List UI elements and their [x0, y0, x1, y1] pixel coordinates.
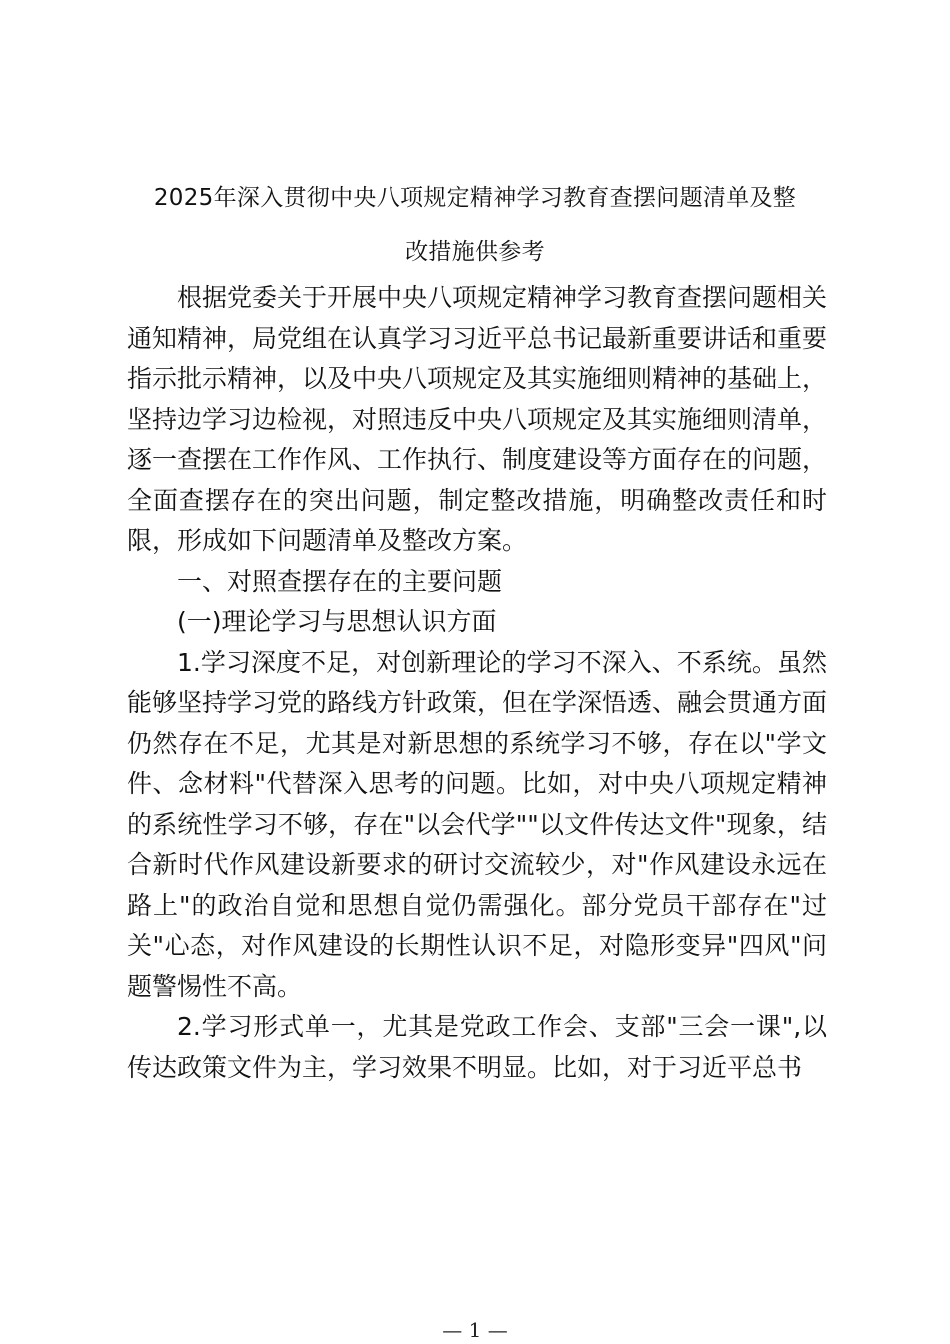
page-number: — 1 —: [442, 1318, 508, 1342]
title-line-1: 2025年深入贯彻中央八项规定精神学习教育查摆问题清单及整: [153, 185, 797, 211]
section-heading: 一、对照查摆存在的主要问题: [177, 566, 503, 596]
subsection-heading: (一)理论学习与思想认识方面: [177, 607, 497, 636]
document-title: [110, 171, 840, 279]
item-paragraph-2: 2.学习形式单一，尤其是党政工作会、支部"三会一课",以传达政策文件为主，学习效果不明显。比如，对于习近平总书: [127, 1012, 827, 1082]
title-line-2: 改措施供参考: [405, 239, 545, 265]
item-paragraph-1: 1.学习深度不足，对创新理论的学习不深入、不系统。虽然能够坚持学习党的路线方针政策，但在学深悟透、融会贯通方面仍然存在不足，尤其是对新思想的系统学习不够，存在以"学文件、念材料"代替深入思考的问题。比如，对中央八项规定精神的系统性学习不够，存在"以会代学""以文件传达文件"现象，结合新时代作风建设新要求的研讨交流较少，对"作风建设永远在路上"的政治自觉和思想自觉仍需强化。部分党员干部存在"过关"心态，对作风建设的长期性认识不足，对隐形变异"四风"问题警惕性不高。: [127, 647, 828, 1001]
intro-paragraph: 根据党委关于开展中央八项规定精神学习教育查摆问题相关通知精神，局党组在认真学习习近平总书记最新重要讲话和重要指示批示精神，以及中央八项规定及其实施细则精神的基础上，坚持边学习边检视，对照违反中央八项规定及其实施细则清单，逐一查摆在工作作风、工作执行、制度建设等方面存在的问题，全面查摆存在的突出问题，制定整改措施，明确整改责任和时限，形成如下问题清单及整改方案。: [127, 283, 828, 555]
document-body: [127, 278, 827, 1088]
